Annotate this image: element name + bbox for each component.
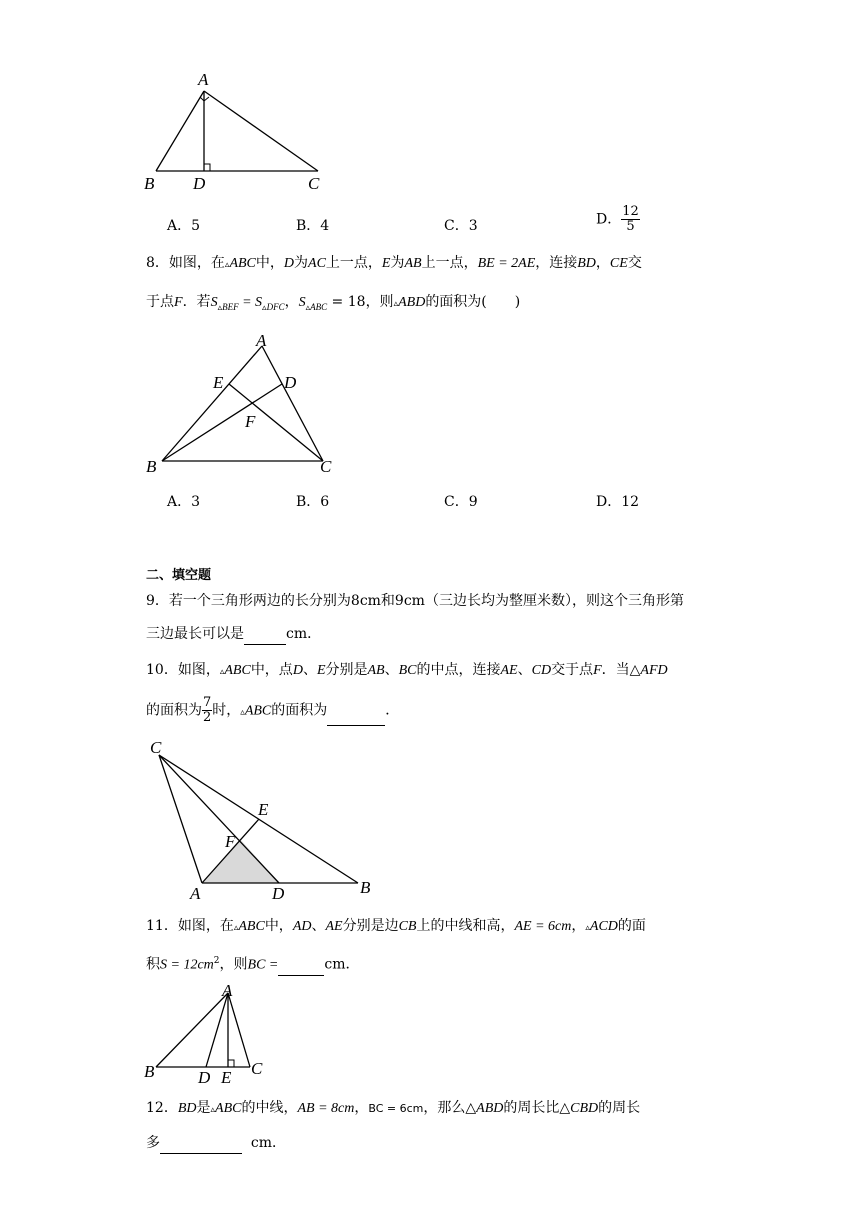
section-title-fill-in: 二、填空题: [146, 568, 212, 583]
q10-line-2: 的面积为 $\frac{7}{2}$ 时，▵ABC的面积为 ．: [146, 695, 400, 725]
q8-option-c: C．9: [444, 494, 478, 510]
q10-label-E: E: [258, 800, 269, 819]
q8-option-a: A．3: [167, 494, 201, 510]
q7-option-d-label: D．: [596, 211, 622, 228]
q8-option-b: B．6: [296, 494, 330, 510]
q10-answer-blank[interactable]: [327, 697, 385, 726]
q9-line-1: 9．若一个三角形两边的长分别为8cm和9cm（三边长均为整厘米数），则这个三角形第: [146, 593, 684, 609]
q7-option-c: C．3: [444, 218, 478, 234]
q8-label-C: C: [320, 457, 332, 476]
q11-line-1: 11．如图，在▵ABC中，AD、AE分别是边CB上的中线和高，AE = 6cm，▵ACD的面: [146, 918, 646, 934]
q7-option-b: B．4: [296, 218, 330, 234]
q11-answer-blank[interactable]: [278, 955, 324, 976]
q8-figure: [140, 328, 350, 480]
q7-figure: [140, 68, 340, 193]
q10-label-D: D: [272, 884, 285, 903]
q8-line-1: 8．如图，在▵ABC中，D为AC上一点，E为AB上一点，BE = 2AE，连接BD，CE交: [146, 255, 642, 271]
q10-fraction: $\frac{7}{2}$: [203, 695, 212, 725]
q8-option-d: D．12: [596, 494, 640, 510]
q11-label-D: D: [198, 1068, 211, 1085]
q7-label-D: D: [193, 174, 206, 193]
q8-label-B: B: [146, 457, 157, 476]
q12-answer-blank[interactable]: [160, 1133, 242, 1154]
q11-line-2: 积$S = 12cm^2$，则BC = cm．: [146, 951, 359, 976]
q7-option-a: A．5: [167, 218, 201, 234]
q11-label-C: C: [251, 1059, 263, 1078]
q12-line-1: 12．BD是▵ABC的中线，AB = 8cm，BC = 6cm，那么△ABD的周长比△CBD的周长: [146, 1100, 641, 1116]
q7-label-C: C: [308, 174, 320, 193]
q10-label-C: C: [150, 738, 162, 757]
q10-figure: [140, 735, 380, 905]
q12-line-2: 多 cm．: [146, 1133, 286, 1154]
q10-line-1: 10．如图，▵ABC中，点D、E分别是AB、BC的中点，连接AE、CD交于点F．当△AFD: [146, 662, 668, 678]
q8-label-D: D: [284, 373, 297, 392]
q7-option-d-fraction: $\frac{12}{5}$: [622, 204, 639, 234]
q10-label-A: A: [190, 884, 201, 903]
q11-figure: [140, 980, 280, 1085]
q7-option-d: [596, 205, 640, 234]
q8-label-A: A: [256, 331, 267, 350]
q8-label-E: E: [213, 373, 224, 392]
q11-label-A: A: [222, 981, 233, 1000]
q8-line-2: 于点F．若$S_{▵BEF} = S_{▵DFC}$，$S_{▵ABC} = 18$，则▵ABD的面积为( ): [146, 294, 521, 313]
q11-label-E: E: [221, 1068, 232, 1085]
q9-line-2: 三边最长可以是 cm．: [146, 624, 321, 645]
q10-label-F: F: [225, 832, 236, 851]
q8-label-F: F: [245, 412, 256, 431]
q10-label-B: B: [360, 878, 371, 897]
q11-label-B: B: [144, 1062, 155, 1081]
q7-label-A: A: [198, 70, 209, 89]
q7-label-B: B: [144, 174, 155, 193]
q9-answer-blank[interactable]: [244, 624, 286, 645]
